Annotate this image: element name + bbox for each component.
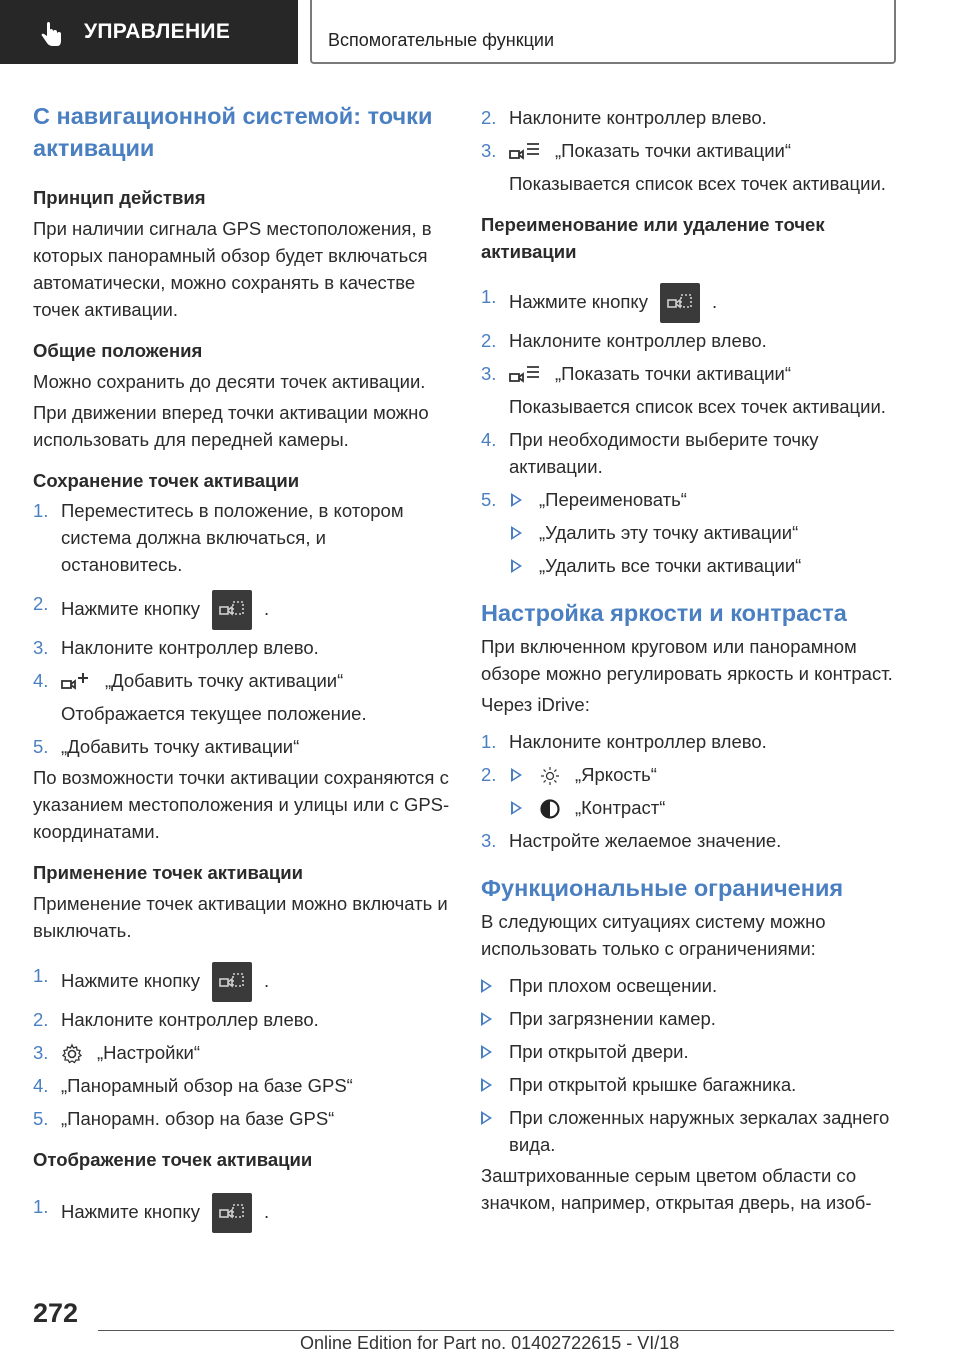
activation-points-button-icon (660, 283, 700, 323)
show-activation-points-icon (509, 364, 541, 386)
contrast-icon (539, 798, 561, 820)
brightness-sun-icon (539, 765, 561, 787)
list-item: 1. Нажмите кнопку . (33, 1193, 451, 1233)
list-item: 5. „Добавить точку активации“ (33, 736, 300, 757)
paragraph-use: Применение точек активации можно включать и выключать. (33, 893, 448, 941)
list-item: „Контраст“ (481, 794, 901, 821)
list-item: При открытой двери. (481, 1038, 901, 1065)
list-item: 2. Наклоните контроллер влево. (33, 1009, 319, 1030)
paragraph-brightness: При включенном круговом или панорамном обзоре можно регулировать яркость и контраст. (481, 636, 893, 684)
list-item: При сложенных наружных зеркалах заднего вида. (481, 1104, 901, 1158)
heading-display: Отображение точек активации (33, 1149, 313, 1170)
section-heading-activation-points: С навигационной системой: точки активации (33, 103, 433, 161)
subsection-title: Вспомогательные функции (328, 30, 555, 50)
paragraph-idrive: Через iDrive: (481, 694, 590, 715)
list-item: 2. „Яркость“ (481, 761, 901, 788)
list-item: 4. При необходимости выберите точку активации. (481, 429, 819, 477)
heading-rename: Переименование или удаление точек активации (481, 214, 825, 262)
page-number: 272 (33, 1298, 79, 1328)
bullet-triangle-icon (481, 1012, 492, 1026)
subsection-tab (310, 0, 896, 64)
bullet-triangle-icon (481, 1078, 492, 1092)
step-note: Показывается список всех точек активации. (509, 396, 886, 417)
list-item: 2. Наклоните контроллер влево. (481, 330, 767, 351)
list-item: 3. „Показать точки активации“ (481, 360, 901, 387)
heading-save: Сохранение точек активации (33, 470, 300, 491)
step-note: Показывается список всех точек активации. (509, 173, 886, 194)
list-item: 1. Переместитесь в положение, в котором система должна включаться, и остановитесь. (33, 500, 404, 575)
bullet-triangle-icon (511, 526, 522, 540)
section-heading-brightness: Настройка яркости и контраста (481, 600, 847, 626)
step-note: Отображается текущее положение. (61, 703, 367, 724)
footer-edition: Online Edition for Part no. 01402722615 - VI/18 (300, 1333, 680, 1353)
list-item: „Удалить все точки активации“ (481, 552, 901, 579)
list-item: 2. Нажмите кнопку . (33, 590, 451, 630)
list-item: 3. „Показать точки активации“ (481, 137, 901, 164)
hand-pointer-icon (38, 21, 66, 49)
add-activation-point-icon (61, 671, 91, 693)
list-item: 1. Нажмите кнопку . (33, 962, 451, 1002)
list-item: 4. „Панорамный обзор на базе GPS“ (33, 1075, 353, 1096)
list-item: 1. Нажмите кнопку . (481, 283, 901, 323)
list-item: 3. Наклоните контроллер влево. (33, 637, 319, 658)
list-item: При загрязнении камер. (481, 1005, 901, 1032)
paragraph-general-1: Можно сохранить до десяти точек активации. (33, 371, 426, 392)
right-column (481, 104, 901, 1216)
list-item: 4. „Добавить точку активации“ (33, 667, 451, 694)
settings-gear-icon (61, 1043, 83, 1065)
activation-points-button-icon (212, 590, 252, 630)
heading-use: Применение точек активации (33, 862, 303, 883)
list-item: 3. Настройте желаемое значение. (481, 830, 782, 851)
paragraph-save-after: По возможности точки активации сохраняются с указанием местоположения и улицы или с GPS-координатами. (33, 767, 450, 842)
paragraph-principle: При наличии сигнала GPS местоположения, в которых панорамный обзор будет включаться автоматически, можно сохранять в качестве точек активации. (33, 218, 432, 320)
left-column (33, 100, 451, 1233)
bullet-triangle-icon (511, 493, 522, 507)
bullet-triangle-icon (481, 979, 492, 993)
section-title: УПРАВЛЕНИЕ (84, 20, 231, 43)
bullet-triangle-icon (481, 1045, 492, 1059)
list-item: 5. „Переименовать“ (481, 489, 687, 510)
section-heading-limits: Функциональные ограничения (481, 875, 844, 901)
bullet-triangle-icon (511, 559, 522, 573)
heading-principle: Принцип действия (33, 187, 206, 208)
bullet-triangle-icon (511, 768, 522, 782)
list-item: При плохом освещении. (481, 972, 901, 999)
footer-divider (98, 1330, 894, 1331)
list-item: 2. Наклоните контроллер влево. (481, 107, 767, 128)
section-tab (0, 0, 298, 64)
paragraph-final: Заштрихованные серым цветом области со значком, например, открытая дверь, на изоб- (481, 1165, 872, 1213)
list-item: „Удалить эту точку активации“ (481, 519, 901, 546)
list-item: 1. Наклоните контроллер влево. (481, 731, 767, 752)
list-item: 3. „Настройки“ (33, 1039, 451, 1066)
activation-points-button-icon (212, 962, 252, 1002)
list-item: При открытой крышке багажника. (481, 1071, 901, 1098)
bullet-triangle-icon (511, 801, 522, 815)
paragraph-general-2: При движении вперед точки активации можно использовать для передней камеры. (33, 402, 429, 450)
heading-general: Общие положения (33, 340, 203, 361)
bullet-triangle-icon (481, 1111, 492, 1125)
activation-points-button-icon (212, 1193, 252, 1233)
paragraph-limits: В следующих ситуациях систему можно использовать только с ограничениями: (481, 911, 826, 959)
list-item: 5. „Панорамн. обзор на базе GPS“ (33, 1108, 335, 1129)
show-activation-points-icon (509, 141, 541, 163)
